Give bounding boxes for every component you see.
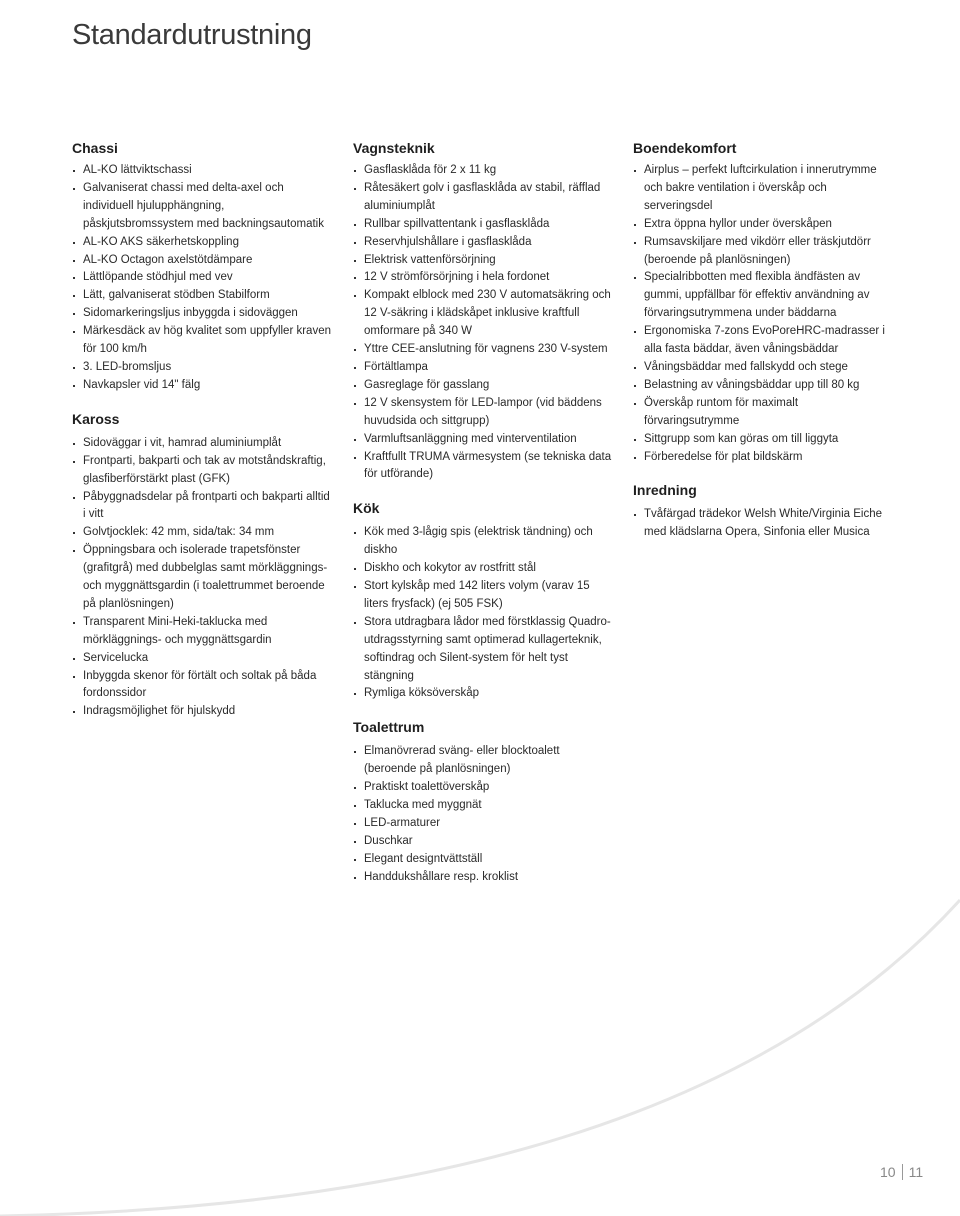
list-item: AL-KO AKS säkerhetskoppling — [72, 234, 334, 252]
list-item: Överskåp runtom för maximalt förvaringsutrymme — [633, 395, 895, 431]
item-list — [353, 162, 615, 484]
list-item: Gasflasklåda för 2 x 11 kg — [353, 162, 615, 180]
section-vagnsteknik — [353, 138, 615, 484]
list-item: Taklucka med myggnät — [353, 797, 615, 815]
section-heading: Toalettrum — [353, 719, 425, 736]
page-numbers — [880, 1164, 923, 1180]
section-kok — [353, 498, 615, 703]
item-list — [633, 162, 895, 466]
list-item: AL-KO lättviktschassi — [72, 162, 334, 180]
list-item: Förberedelse för plat bildskärm — [633, 449, 895, 467]
section-inredning — [633, 480, 895, 542]
column-left — [72, 138, 334, 721]
page-number-right: 11 — [908, 1164, 924, 1180]
column-right — [633, 138, 895, 542]
list-item: LED-armaturer — [353, 815, 615, 833]
list-item: Tvåfärgad trädekor Welsh White/Virginia Eiche med klädslarna Opera, Sinfonia eller Musica — [633, 506, 895, 542]
list-item: Indragsmöjlighet för hjulskydd — [72, 703, 334, 721]
list-item: Rumsavskiljare med vikdörr eller träskjutdörr (beroende på planlösningen) — [633, 234, 895, 270]
list-item: Kompakt elblock med 230 V automatsäkring och 12 V-säkring i klädskåpet inklusive kraftfull omformare på 340 W — [353, 287, 615, 341]
section-heading: Chassi — [72, 140, 118, 156]
list-item: Gasreglage för gasslang — [353, 377, 615, 395]
list-item: Stort kylskåp med 142 liters volym (varav 15 liters frysfack) (ej 505 FSK) — [353, 578, 615, 614]
list-item: Elektrisk vattenförsörjning — [353, 252, 615, 270]
list-item: Specialribbotten med flexibla ändfästen av gummi, uppfällbar för effektiv användning av förvaringsutrymmena under bäddarna — [633, 269, 895, 323]
list-item: Galvaniserat chassi med delta-axel och individuell hjulupphängning, påskjutsbromssystem med backningsautomatik — [72, 180, 334, 234]
list-item: Lättlöpande stödhjul med vev — [72, 269, 334, 287]
section-kaross — [72, 409, 334, 722]
section-toalettrum — [353, 717, 615, 886]
section-chassi — [72, 138, 334, 395]
list-item: 12 V skensystem för LED-lampor (vid bäddens huvudsida och sittgrupp) — [353, 395, 615, 431]
section-heading: Kaross — [72, 410, 120, 427]
list-item: Extra öppna hyllor under överskåpen — [633, 216, 895, 234]
list-item: Frontparti, bakparti och tak av motståndskraftig, glasfiberförstärkt plast (GFK) — [72, 453, 334, 489]
list-item: Påbyggnadsdelar på frontparti och bakparti alltid i vitt — [72, 489, 334, 525]
list-item: Rullbar spillvattentank i gasflasklåda — [353, 216, 615, 234]
list-item: Kök med 3-lågig spis (elektrisk tändning) och diskho — [353, 524, 615, 560]
list-item: Diskho och kokytor av rostfritt stål — [353, 560, 615, 578]
list-item: Transparent Mini-Heki-taklucka med mörkläggnings- och myggnättsgardin — [72, 614, 334, 650]
item-list — [72, 435, 334, 722]
list-item: Handdukshållare resp. kroklist — [353, 869, 615, 887]
list-item: Servicelucka — [72, 650, 334, 668]
list-item: Sidomarkeringsljus inbyggda i sidoväggen — [72, 305, 334, 323]
list-item: Märkesdäck av hög kvalitet som uppfyller kraven för 100 km/h — [72, 323, 334, 359]
list-item: Förtältlampa — [353, 359, 615, 377]
list-item: Stora utdragbara lådor med förstklassig Quadro-utdragsstyrning samt optimerad kullagerteknik, softindrag och Silent-system för helt tyst stängning — [353, 614, 615, 686]
list-item: Råtesäkert golv i gasflasklåda av stabil, räfflad aluminiumplåt — [353, 180, 615, 216]
list-item: Varmluftsanläggning med vinterventilation — [353, 431, 615, 449]
section-heading: Boendekomfort — [633, 140, 737, 156]
list-item: Ergonomiska 7-zons EvoPoreHRC-madrasser i alla fasta bäddar, även våningsbäddar — [633, 323, 895, 359]
list-item: Praktiskt toalettöverskåp — [353, 779, 615, 797]
page-number-divider — [902, 1164, 903, 1180]
list-item: 12 V strömförsörjning i hela fordonet — [353, 269, 615, 287]
list-item: Kraftfullt TRUMA värmesystem (se tekniska data för utförande) — [353, 449, 615, 485]
list-item: AL-KO Octagon axelstötdämpare — [72, 252, 334, 270]
item-list — [633, 506, 895, 542]
section-heading: Kök — [353, 500, 380, 517]
list-item: Lätt, galvaniserat stödben Stabilform — [72, 287, 334, 305]
section-heading: Inredning — [633, 482, 697, 499]
list-item: Våningsbäddar med fallskydd och stege — [633, 359, 895, 377]
list-item: Airplus – perfekt luftcirkulation i innerutrymme och bakre ventilation i överskåp och serveringsdel — [633, 162, 895, 216]
section-heading: Vagnsteknik — [353, 140, 435, 156]
section-boendekomfort — [633, 138, 895, 466]
list-item: Elegant designtvättställ — [353, 851, 615, 869]
list-item: Inbyggda skenor för förtält och soltak på båda fordonssidor — [72, 668, 334, 704]
list-item: Sidoväggar i vit, hamrad aluminiumplåt — [72, 435, 334, 453]
page-title: Standardutrustning — [72, 19, 312, 52]
list-item: Reservhjulshållare i gasflasklåda — [353, 234, 615, 252]
item-list — [72, 162, 334, 395]
page-number-left: 10 — [880, 1164, 896, 1180]
list-item: Elmanövrerad sväng- eller blocktoalett (beroende på planlösningen) — [353, 743, 615, 779]
item-list — [353, 524, 615, 703]
list-item: Yttre CEE-anslutning för vagnens 230 V-system — [353, 341, 615, 359]
list-item: Duschkar — [353, 833, 615, 851]
column-middle — [353, 138, 615, 887]
list-item: Navkapsler vid 14" fälg — [72, 377, 334, 395]
list-item: Sittgrupp som kan göras om till liggyta — [633, 431, 895, 449]
item-list — [353, 743, 615, 886]
list-item: 3. LED-bromsljus — [72, 359, 334, 377]
list-item: Belastning av våningsbäddar upp till 80 kg — [633, 377, 895, 395]
list-item: Öppningsbara och isolerade trapetsfönster (grafitgrå) med dubbelglas samt mörkläggnings- och myggnättsgardin (i toalettrummet beroende på planlösningen) — [72, 542, 334, 614]
list-item: Golvtjocklek: 42 mm, sida/tak: 34 mm — [72, 524, 334, 542]
list-item: Rymliga köksöverskåp — [353, 685, 615, 703]
